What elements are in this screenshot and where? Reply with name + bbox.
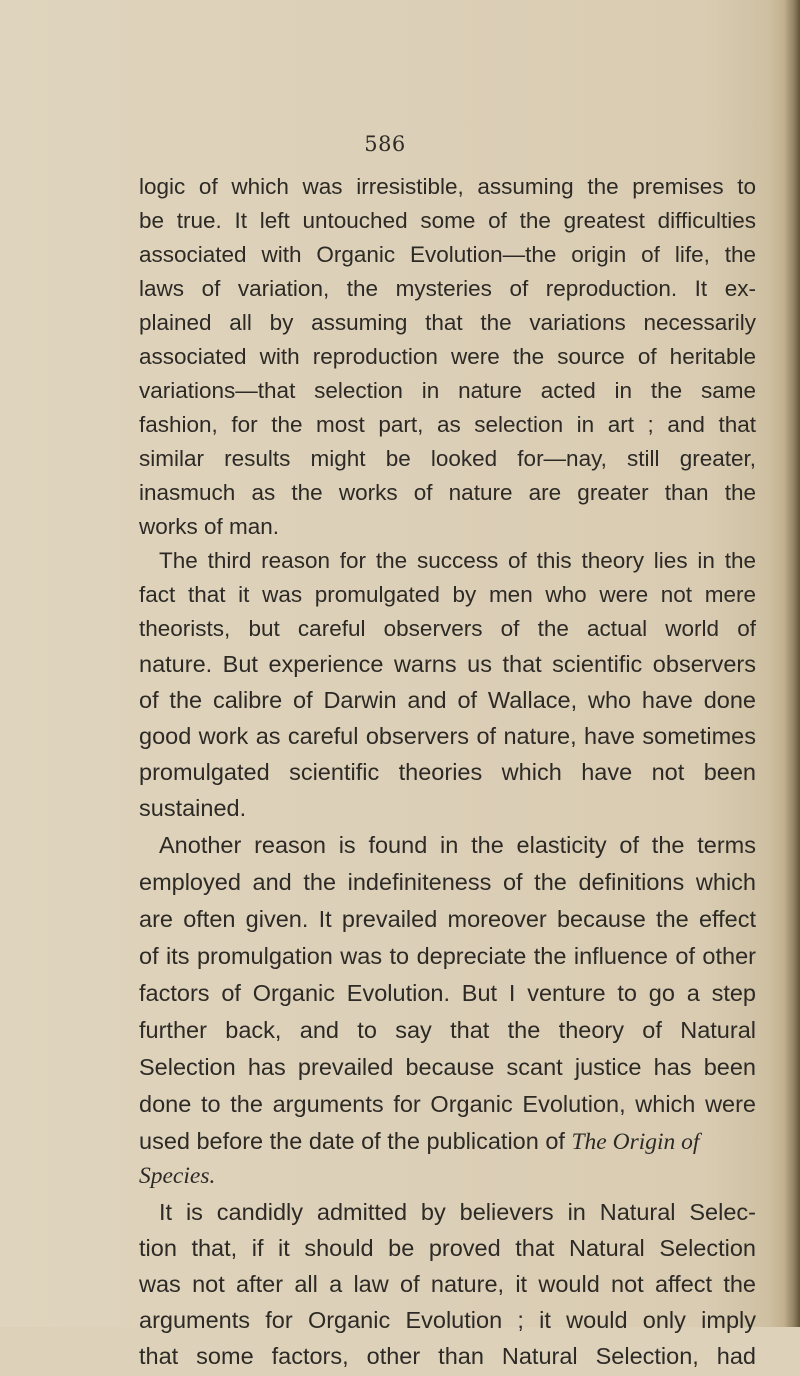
text-line: associated with reproduction were the source of heritable bbox=[139, 344, 756, 369]
book-title: The Origin of bbox=[571, 1129, 700, 1155]
text-line: sustained. bbox=[139, 795, 247, 821]
page-number: 586 bbox=[364, 132, 406, 156]
text-line: good work as careful observers of nature, have sometimes bbox=[139, 723, 756, 749]
text-line: plained all by assuming that the variations necessarily bbox=[139, 310, 756, 335]
text-line: fact that it was promulgated by men who were not mere bbox=[139, 582, 756, 607]
text-line: further back, and to say that the theory of Natural bbox=[139, 1017, 756, 1043]
text-line: factors of Organic Evolution. But I venture to go a step bbox=[139, 980, 756, 1006]
text-line: The third reason for the success of this theory lies in the bbox=[159, 548, 756, 573]
text-line: are often given. It prevailed moreover because the effect bbox=[139, 906, 756, 932]
page-edge-shadow bbox=[784, 0, 800, 1327]
text-line: It is candidly admitted by believers in Natural Selec- bbox=[159, 1199, 756, 1225]
text-line: works of man. bbox=[139, 514, 280, 539]
text-line: laws of variation, the mysteries of reproduction. It ex- bbox=[139, 276, 756, 301]
book-title-continued: Species. bbox=[139, 1163, 216, 1189]
text-line: Selection has prevailed because scant justice has been bbox=[139, 1054, 756, 1080]
text-line: arguments for Organic Evolution ; it would only imply bbox=[139, 1307, 756, 1333]
text-line: employed and the indefiniteness of the definitions which bbox=[139, 869, 756, 895]
text-line: inasmuch as the works of nature are greater than the bbox=[139, 480, 756, 505]
text-segment: used before the date of the publication of bbox=[139, 1128, 572, 1154]
text-line: theorists, but careful observers of the actual world of bbox=[139, 616, 756, 641]
text-line: that some factors, other than Natural Selection, had bbox=[139, 1343, 756, 1369]
text-line: done to the arguments for Organic Evolution, which were bbox=[139, 1091, 756, 1117]
text-line: similar results might be looked for—nay, still greater, bbox=[139, 446, 756, 471]
text-line: be true. It left untouched some of the greatest difficulties bbox=[139, 208, 756, 233]
text-line: fashion, for the most part, as selection in art ; and that bbox=[139, 412, 756, 437]
text-line: associated with Organic Evolution—the origin of life, the bbox=[139, 242, 756, 267]
text-line: promulgated scientific theories which have not been bbox=[139, 759, 756, 785]
text-line: nature. But experience warns us that scientific observers bbox=[139, 651, 756, 677]
text-line: tion that, if it should be proved that Natural Selection bbox=[139, 1235, 756, 1261]
text-line: was not after all a law of nature, it would not affect the bbox=[139, 1271, 756, 1297]
text-line: of the calibre of Darwin and of Wallace, who have done bbox=[139, 687, 756, 713]
text-line: of its promulgation was to depreciate the influence of other bbox=[139, 943, 756, 969]
text-line: logic of which was irresistible, assuming the premises to bbox=[139, 174, 756, 199]
text-line: Another reason is found in the elasticity of the terms bbox=[159, 832, 756, 858]
text-line: variations—that selection in nature acted in the same bbox=[139, 378, 756, 403]
text-line-with-title bbox=[139, 1121, 756, 1161]
